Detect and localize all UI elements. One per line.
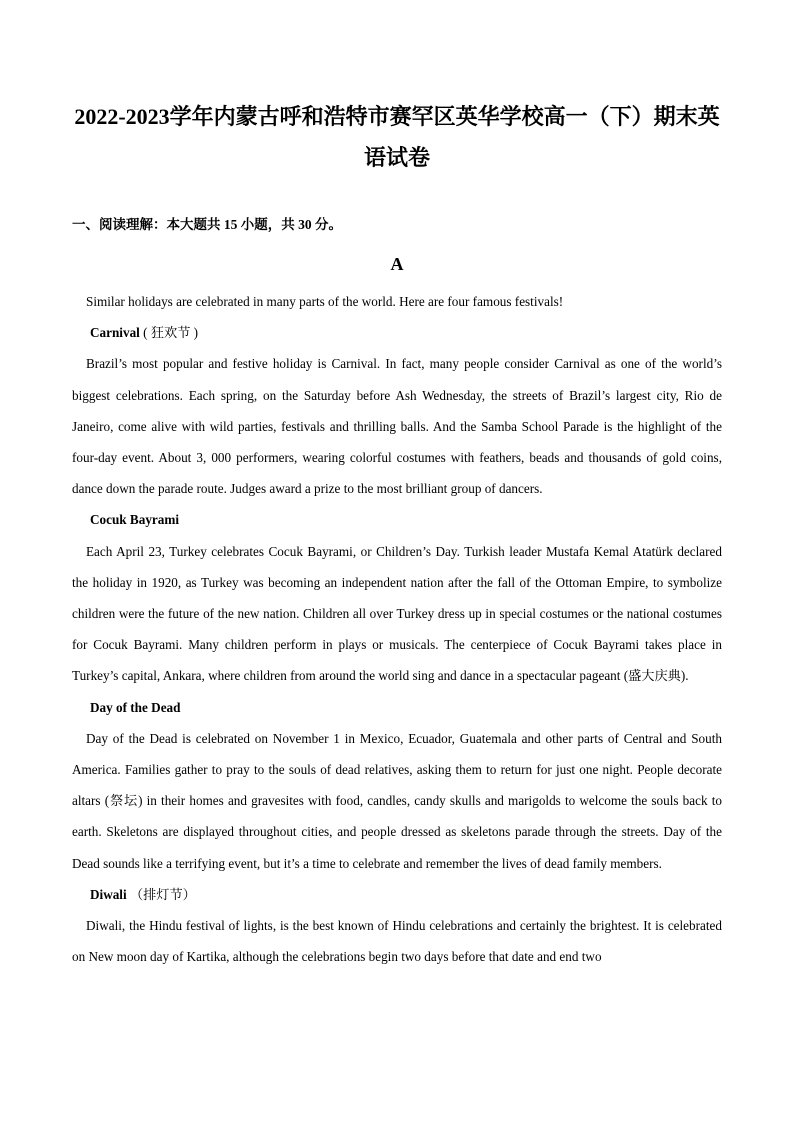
section-heading: 一、阅读理解：本大题共 15 小题，共 30 分。 xyxy=(72,217,342,232)
passage-body xyxy=(72,286,722,972)
festival-paragraph-cocuk-bayrami: Each April 23, Turkey celebrates Cocuk Bayrami, or Children’s Day. Turkish leader Mustafa Kemal Atatürk declared the holiday in 1920, as Turkey was becoming an independent nation after the fall of the Ottoman Empire, to symbolize children were the future of the new nation. Children all over Turkey dress up in special costumes or the national costumes for Cocuk Bayrami. Many children perform in plays or musicals. The centerpiece of Cocuk Bayrami takes place in Turkey’s capital, Ankara, where children from around the world sing and dance in a spectacular pageant (盛大庆典). xyxy=(72,543,722,684)
intro-paragraph: Similar holidays are celebrated in many parts of the world. Here are four famous festivals! xyxy=(86,294,564,309)
part-label: A xyxy=(390,254,404,274)
festival-paragraph-diwali: Diwali, the Hindu festival of lights, is the best known of Hindu celebrations and certainly the brightest. It is celebrated on New moon day of Kartika, although the celebrations begin two days before that date and end two xyxy=(72,918,722,965)
page-title: 2022-2023学年内蒙古呼和浩特市赛罕区英华学校高一（下）期末英语试卷 xyxy=(74,104,720,170)
festival-heading-cocuk-bayrami xyxy=(72,504,722,535)
festival-name: Day of the Dead xyxy=(90,699,181,715)
festival-paragraph-carnival: Brazil’s most popular and festive holiday is Carnival. In fact, many people consider Carnival as one of the world’s biggest celebrations. Each spring, on the Saturday before Ash Wednesday, the streets of Brazil’s largest city, Rio de Janeiro, come alive with wild parties, festivals and thrilling balls. And the Samba School Parade is the highlight of the four-day event. About 3, 000 performers, wearing colorful costumes with feathers, beads and thousands of gold coins, dance down the parade route. Judges award a prize to the most brilliant group of dancers. xyxy=(72,356,722,497)
festival-name: Carnival xyxy=(90,325,140,341)
festival-name: Diwali xyxy=(90,886,127,902)
festival-heading-carnival xyxy=(72,317,722,348)
festival-name: Cocuk Bayrami xyxy=(90,512,180,528)
festival-heading-diwali xyxy=(72,879,722,910)
festival-name-note: ( 狂欢节 ) xyxy=(143,325,199,341)
festival-name-note: （排灯节） xyxy=(129,886,196,902)
festival-heading-day-of-the-dead xyxy=(72,692,722,723)
festival-paragraph-day-of-the-dead: Day of the Dead is celebrated on November 1 in Mexico, Ecuador, Guatemala and other parts of Central and South America. Families gather to pray to the souls of dead relatives, asking them to return for just one night. People decorate altars (祭坛) in their homes and gravesites with food, candles, candy skulls and marigolds to welcome the souls back to earth. Skeletons are displayed throughout cities, and people dressed as skeletons parade through the streets. Day of the Dead sounds like a terrifying event, but it’s a time to celebrate and remember the lives of dead family members. xyxy=(72,730,722,871)
